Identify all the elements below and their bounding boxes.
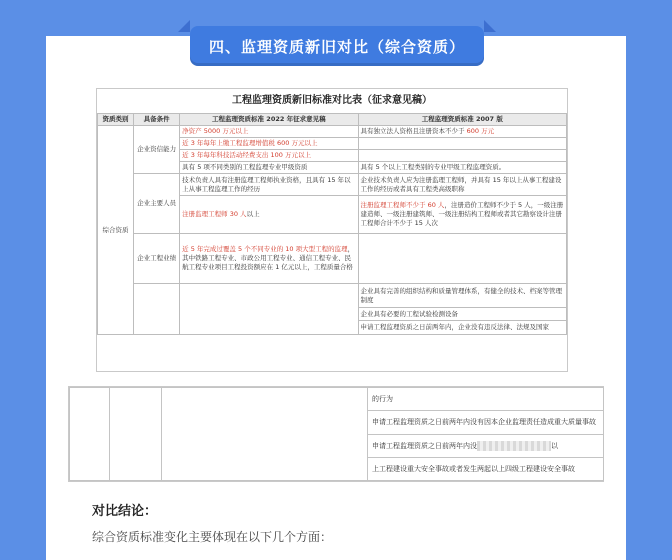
table-row bbox=[98, 234, 567, 284]
table-row bbox=[70, 388, 604, 411]
cont-category bbox=[70, 388, 110, 481]
cell-old bbox=[368, 434, 604, 457]
cell-old: 具有 5 个以上工程类别的专业甲级工程监理资质。 bbox=[358, 162, 566, 174]
cell-text: ，其中铁路工程专业、市政公用工程专业、通信工程专业、民航工程专业项目工程投资额应在 1 亿元以上，工程质量合格 bbox=[182, 245, 355, 271]
cell-old: 企业具有完善的组织结构和质量管理体系，有健全的技术、档案等管理制度 bbox=[358, 284, 566, 308]
cell-old: 企业技术负责人应为注册监理工程师，并具有 15 年以上从事工程建设工作的经历或者具有工程类高级职称 bbox=[358, 174, 566, 196]
cell-old: 上工程建设重大安全事故或者发生两起以上四级工程建设安全事故 bbox=[368, 457, 604, 480]
cell-new: 近 3 年每年上缴工程监理增值税 600 万元以上 bbox=[180, 138, 358, 150]
table-title: 工程监理资质新旧标准对比表（征求意见稿） bbox=[232, 95, 432, 106]
cell-new bbox=[180, 284, 358, 335]
cell-new bbox=[180, 234, 358, 284]
cell-old: 企业具有必要的工程试验检测设备 bbox=[358, 308, 566, 321]
cell-old bbox=[358, 126, 566, 138]
cell-text: 以 bbox=[551, 441, 558, 450]
header-category: 资质类别 bbox=[98, 114, 134, 126]
cell-highlight: 近 5 年完成过覆盖 5 个不同专业的 10 项大型工程的监理 bbox=[182, 245, 348, 253]
cell-old: 申请工程监理资质之日前两年内，企业没有违反法律、法规及国家 bbox=[358, 321, 566, 335]
conclusion-heading: 对比结论： bbox=[92, 504, 158, 519]
category-cell: 综合资质 bbox=[98, 126, 134, 335]
cell-old: 申请工程监理资质之日前两年内没有因本企业监理责任造成重大质量事故 bbox=[368, 411, 604, 434]
redacted-block bbox=[477, 441, 551, 451]
cell-new: 近 3 年每年科技活动经费支出 100 万元以上 bbox=[180, 150, 358, 162]
table-row bbox=[98, 284, 567, 308]
cell-highlight: 注册监理工程师不少于 60 人 bbox=[360, 201, 445, 209]
comparison-table bbox=[97, 113, 567, 335]
cell-text: ，注册造价工程师不少于 5 人，一级注册建造师、一级注册建筑师、一级注册结构工程师或者其它勘察设计注册工程师合计不少于 15 人次 bbox=[360, 201, 564, 227]
cell-text: 申请工程监理资质之日前两年内没 bbox=[372, 441, 477, 450]
cell-old bbox=[358, 138, 566, 150]
header-condition: 具备条件 bbox=[134, 114, 180, 126]
cell-new: 技术负责人具有注册监理工程师执业资格，且具有 15 年以上从事工程监理工作的经历 bbox=[180, 174, 358, 196]
table-header-row bbox=[98, 114, 567, 126]
cell-old bbox=[358, 150, 566, 162]
comparison-table-image bbox=[96, 88, 568, 372]
group-other bbox=[134, 284, 180, 335]
cell-new: 净资产 5000 万元以上 bbox=[180, 126, 358, 138]
cell-new: 具有 5 项不同类别的工程监理专业甲级资质 bbox=[180, 162, 358, 174]
header-2022: 工程监理资质标准 2022 年征求意见稿 bbox=[180, 114, 358, 126]
table-continuation-image bbox=[68, 386, 604, 482]
header-2007: 工程监理资质标准 2007 版 bbox=[358, 114, 566, 126]
group-personnel: 企业主要人员 bbox=[134, 174, 180, 234]
cell-new bbox=[180, 196, 358, 234]
banner-ribbon-right bbox=[484, 20, 496, 32]
group-performance: 企业工程业绩 bbox=[134, 234, 180, 284]
continuation-table bbox=[69, 387, 604, 481]
cont-condition bbox=[110, 388, 162, 481]
cell-text: 具有独立法人资格且注册资本不少于 bbox=[360, 127, 467, 135]
cell-old bbox=[358, 234, 566, 284]
section-banner bbox=[178, 20, 496, 68]
cont-new bbox=[162, 388, 368, 481]
banner-ribbon-left bbox=[178, 20, 190, 32]
table-row bbox=[98, 174, 567, 196]
cell-old: 的行为 bbox=[368, 388, 604, 411]
cell-text: 以上 bbox=[246, 210, 260, 218]
cell-highlight: 600 万元 bbox=[466, 127, 495, 135]
conclusion-text: 综合资质标准变化主要体现在以下几个方面： bbox=[92, 530, 333, 544]
table-row bbox=[98, 126, 567, 138]
cell-old bbox=[358, 196, 566, 234]
cell-highlight: 注册监理工程师 30 人 bbox=[182, 210, 247, 218]
section-title: 四、监理资质新旧对比（综合资质） bbox=[190, 26, 484, 66]
group-capability: 企业资信能力 bbox=[134, 126, 180, 174]
